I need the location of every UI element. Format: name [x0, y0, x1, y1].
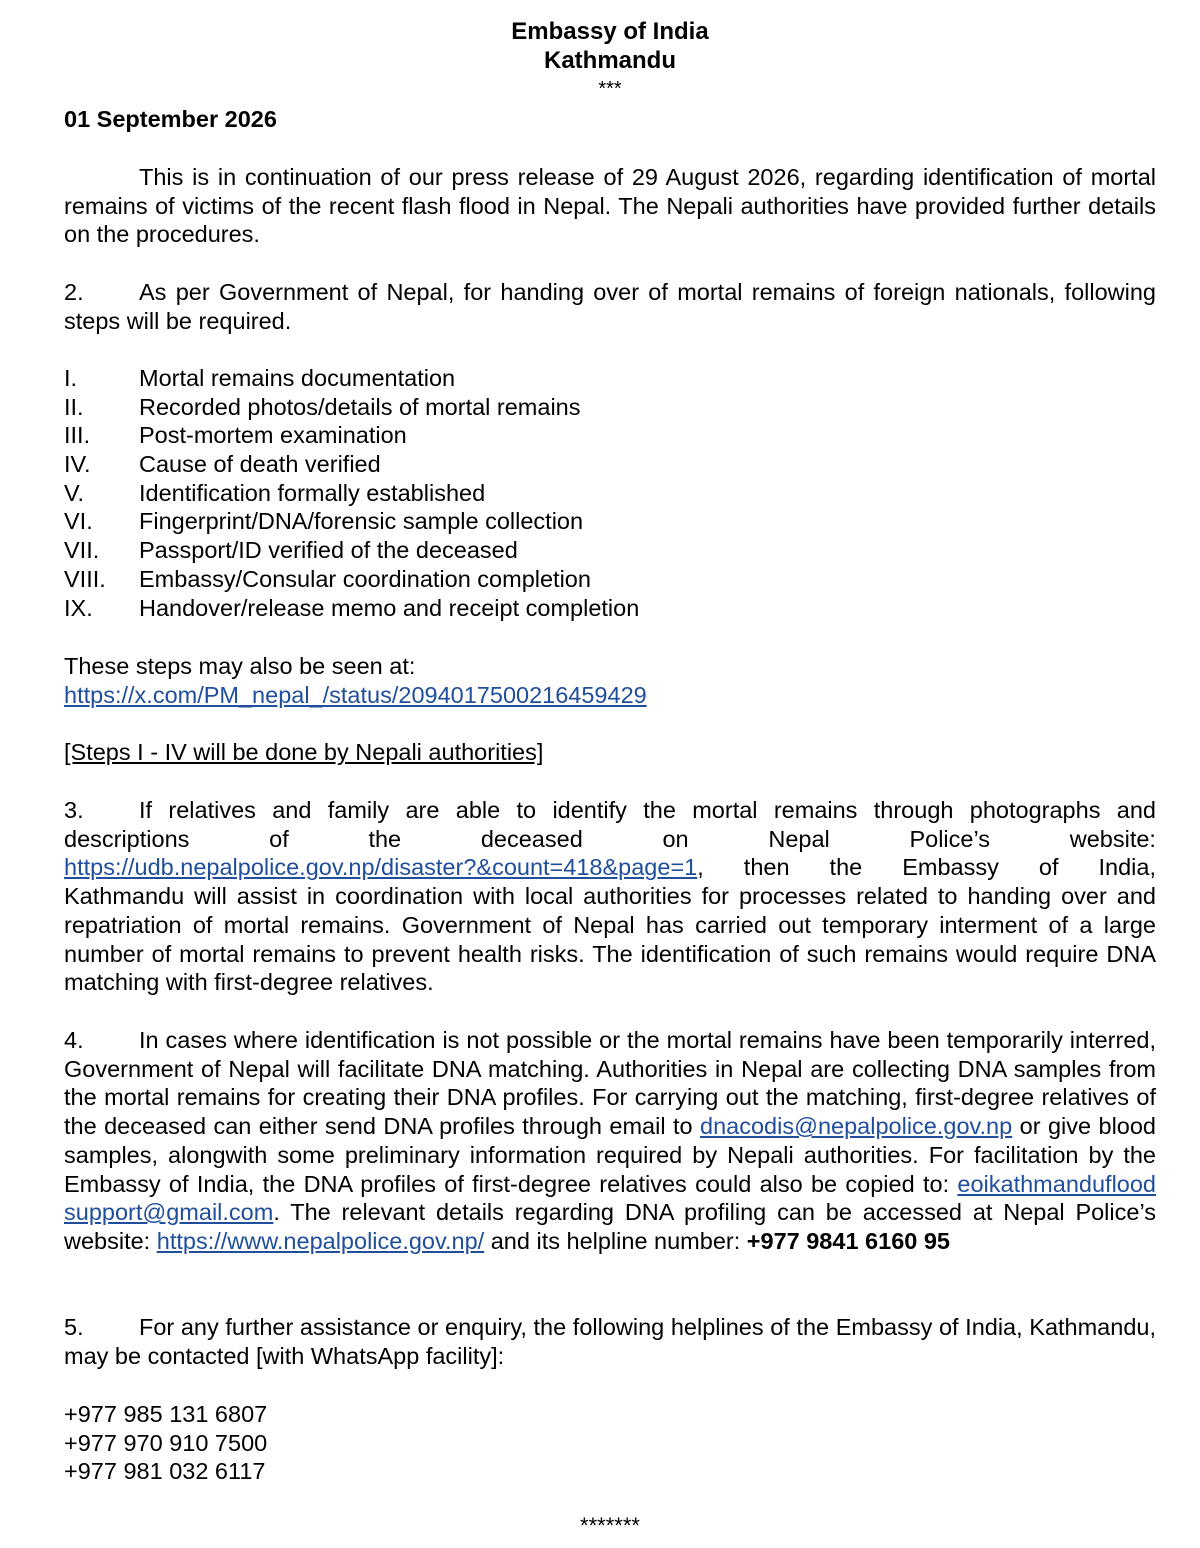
- list-item: [64, 479, 1156, 508]
- paragraph-text: For any further assistance or enquiry, the following helplines of the Embassy of India, Kathmandu, may be contacted [with WhatsApp facility]:: [64, 1314, 1156, 1369]
- helpline-number: +977 9841 6160 95: [746, 1227, 950, 1254]
- step-text: Embassy/Consular coordination completion: [139, 565, 591, 592]
- paragraph-text: or give blood samples, alongwith some preliminary information required by Nepali authorities. For facilitation by the Embassy of India, the DNA profiles of first-degree relatives could also be copied to:: [64, 1113, 1156, 1197]
- list-item: [64, 421, 1156, 450]
- nepal-police-disaster-link[interactable]: https://udb.nepalpolice.gov.np/disaster?&count=418&page=1: [64, 854, 698, 881]
- helpline-phone[interactable]: +977 970 910 7500: [64, 1429, 268, 1456]
- step-number: IV.: [64, 451, 91, 478]
- paragraph-text: If relatives and family are able to identify the mortal remains through photographs and: [139, 797, 1156, 823]
- paragraph-3-rest: Kathmandu will assist in coordination with local authorities for processes related to handing over and repatriation of mortal remains. Government of Nepal has carried out temporary interment of a large number of mortal remains to prevent health risks. The identification of such remains would require DNA matching with first-degree relatives.: [64, 883, 1156, 996]
- paragraph-4: [64, 1026, 1156, 1256]
- paragraph-5: [64, 1313, 1156, 1370]
- word: the: [368, 825, 402, 852]
- word: of: [269, 825, 289, 852]
- paragraph-text: . The relevant details regarding DNA profiling can be accessed at Nepal Police’s website:: [64, 1199, 1156, 1254]
- step-text: Recorded photos/details of mortal remains: [139, 393, 581, 420]
- step-number: VII.: [64, 537, 100, 564]
- steps-note-text: [Steps I - IV will be done by Nepali authorities]: [64, 739, 544, 765]
- paragraph-text: , then the Embassy of India,: [697, 854, 1156, 881]
- word: Nepal: [768, 825, 830, 852]
- paragraph-3-line-3: [64, 853, 1156, 882]
- paragraph-text: and its helpline number:: [490, 1227, 741, 1254]
- dnacodis-email-link[interactable]: dnacodis@nepalpolice.gov.np: [700, 1113, 1013, 1140]
- paragraph-3-line-1: [64, 796, 1156, 825]
- step-number: IX.: [64, 594, 93, 621]
- paragraph-3: [64, 796, 1156, 997]
- helpline-phone[interactable]: +977 985 131 6807: [64, 1401, 268, 1427]
- step-text: Handover/release memo and receipt completion: [139, 594, 640, 621]
- step-number: VI.: [64, 508, 93, 535]
- step-text: Fingerprint/DNA/forensic sample collection: [139, 508, 584, 535]
- paragraph-number: 4.: [64, 1027, 84, 1053]
- word: Police’s: [909, 825, 991, 852]
- step-number: III.: [64, 422, 91, 449]
- org-name: Embassy of India: [511, 18, 709, 45]
- step-number: I.: [64, 365, 78, 391]
- steps-reference: [64, 652, 1156, 709]
- word: descriptions: [64, 825, 190, 852]
- steps-list: [64, 364, 1156, 622]
- step-text: Post-mortem examination: [139, 422, 407, 449]
- list-item: [64, 594, 1156, 623]
- step-text: Passport/ID verified of the deceased: [139, 537, 518, 564]
- nepal-police-website-link[interactable]: https://www.nepalpolice.gov.np/: [156, 1227, 485, 1254]
- step-number: VIII.: [64, 565, 106, 592]
- list-item: [64, 393, 1156, 422]
- paragraph-text: In cases where identification is not possible or the mortal remains have been temporarily interred, Government of Nepal will facilitate DNA matching. Authorities in Nepal are collecting DNA samples from the mortal remains for creating their DNA profiles. For carrying out the matching, first-degree relatives of the deceased can either send DNA profiles through email to: [64, 1027, 1156, 1140]
- steps-reference-intro: These steps may also be seen at:: [64, 653, 416, 679]
- step-text: Identification formally established: [139, 479, 486, 506]
- steps-note: [64, 738, 1156, 767]
- paragraph-3-line-2: [64, 825, 1156, 854]
- paragraph-number: 2.: [64, 279, 84, 305]
- paragraph-number: 5.: [64, 1314, 84, 1340]
- step-text: Mortal remains documentation: [139, 365, 456, 391]
- paragraph-2: [64, 278, 1156, 335]
- steps-link[interactable]: https://x.com/PM_nepal_/status/2094017500216459429: [64, 681, 647, 708]
- paragraph-1: This is in continuation of our press release of 29 August 2026, regarding identification of mortal remains of victims of the recent flash flood in Nepal. The Nepali authorities have provided further details on the procedures.: [64, 164, 1156, 248]
- list-item: [64, 450, 1156, 479]
- step-number: V.: [64, 479, 85, 506]
- paragraph-number: 3.: [64, 797, 84, 823]
- word: on: [662, 825, 689, 852]
- list-item: [64, 565, 1156, 594]
- paragraph-text: As per Government of Nepal, for handing over of mortal remains of foreign nationals, following steps will be required.: [64, 279, 1156, 334]
- step-text: Cause of death verified: [139, 451, 381, 478]
- document-date: 01 September 2026: [64, 106, 277, 132]
- step-number: II.: [64, 393, 84, 420]
- helpline-phone[interactable]: +977 981 032 6117: [64, 1458, 266, 1485]
- helpline-list: [64, 1400, 1156, 1486]
- footer-divider: *******: [580, 1513, 640, 1538]
- list-item: [64, 364, 1156, 393]
- embassy-email-link[interactable]: eoikathmanduflood support@gmail.com: [64, 1170, 1156, 1226]
- list-item: [64, 507, 1156, 536]
- list-item: [64, 536, 1156, 565]
- word: deceased: [480, 825, 583, 852]
- header-divider: ***: [598, 78, 622, 100]
- org-city: Kathmandu: [544, 47, 676, 74]
- word: website:: [1069, 825, 1156, 852]
